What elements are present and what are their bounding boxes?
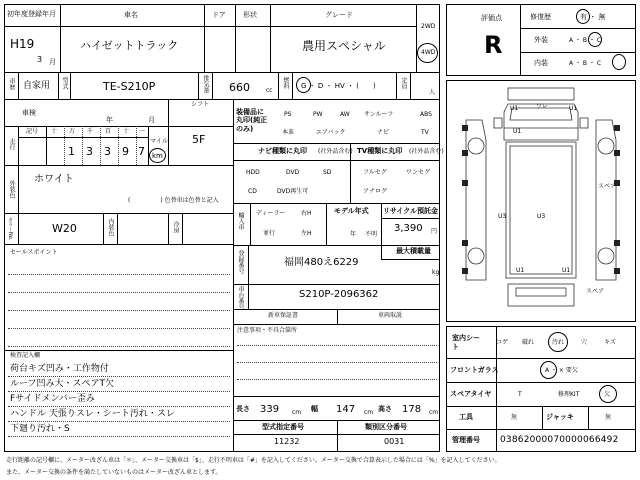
color-note: ( ) 色替車は色替と記入: [128, 197, 219, 204]
cabin-opt-scratch: キズ: [604, 339, 616, 346]
digit-h6: 一: [139, 128, 146, 135]
tv-fullseg: フルセグ: [363, 169, 387, 176]
equip-leather: 本革: [282, 129, 295, 136]
vehicle-diagram: [446, 80, 636, 322]
height-unit: cm: [429, 409, 439, 416]
equip-tv: TV: [421, 129, 429, 136]
tv-analog: アナログ: [363, 188, 388, 195]
digit-h3: 千: [87, 128, 94, 135]
color-label: 外装色: [8, 180, 15, 198]
spare-tire-t: T: [518, 391, 522, 398]
tv-oneseg: ワンセグ: [406, 169, 431, 176]
color-no-label: カラーNo.: [7, 217, 13, 241]
interior-circle: [612, 54, 626, 70]
import-label: 輸入車: [237, 212, 244, 230]
footer-line-1: 走行距離の記号欄に、メーター改ざん車は「＊」、メーター交換車は「$」、走行不明車は「#」を記入してください。メーター交換で合算表示した場合には「%」を記入してください。: [6, 457, 501, 464]
shape-label: 形状: [243, 11, 257, 19]
plate-label: 登録番号: [237, 250, 244, 274]
equip-abs: ABS: [420, 111, 432, 118]
yen-unit: 円: [431, 228, 438, 235]
equip-navi: ナビ: [377, 129, 390, 136]
tools-label: 工具: [459, 413, 473, 421]
shift-value: 5F: [192, 133, 206, 146]
recycle-deposit-value: 3,390: [394, 223, 423, 234]
max-load-label: 最大積載量: [396, 247, 431, 255]
mile-label: マイル: [150, 138, 168, 145]
front-glass-circle: [540, 361, 557, 379]
note-line-2: ルーフ凹み大・スペアT欠: [10, 379, 115, 389]
cabin-opt-burn: コゲ: [496, 339, 509, 346]
nav-dvd-play: DVD再生可: [277, 188, 309, 195]
manage-no-value: 03862000070000066492: [500, 435, 619, 445]
drive-2wd: 2WD: [421, 23, 436, 30]
spare-tire-missing-circle: [599, 385, 617, 403]
mileage-digit-4: 9: [122, 145, 129, 158]
manage-no-label: 管理番号: [452, 436, 480, 444]
class-value: 0031: [384, 437, 405, 446]
tv-type-note: (社外品含む): [409, 148, 444, 155]
interior-label: 内装: [534, 59, 548, 67]
width-value: 147: [336, 404, 356, 415]
front-glass-label: フロントガラス: [450, 366, 499, 374]
import-left-hand: 左H: [301, 230, 312, 237]
mileage-digit-3: 3: [104, 145, 111, 158]
note-line-5: 下廻り汚れ・S: [10, 424, 70, 434]
equip-ps: PS: [284, 111, 292, 118]
length-label: 長さ: [236, 405, 250, 413]
reg-year-label: 初年度登録年月: [7, 10, 56, 18]
new-warranty-label: 新車保証書: [268, 312, 299, 319]
color-value: ホワイト: [34, 174, 74, 185]
nav-type-label: ナビ種類に丸印: [258, 147, 307, 155]
spare-tire-label: スペアタイヤ: [450, 390, 492, 398]
spare-label-a: スペア: [598, 183, 617, 190]
class-label: 類別区分番号: [365, 423, 407, 431]
tools-value: 無: [511, 414, 518, 421]
fuel-options: G ・ D ・ HV ・ ( ): [301, 82, 376, 90]
model-label: 型式: [61, 77, 68, 89]
aircon-label: 冷房: [172, 221, 179, 233]
plate-value: 福岡480え6229: [284, 257, 359, 268]
cabin-stain-circle: [548, 332, 568, 352]
type-designation-label: 型式指定番号: [262, 423, 304, 431]
digit-h0: 記号: [26, 128, 39, 135]
mark-u1-front-left: U1: [510, 105, 519, 112]
import-dealer: ディーラー: [256, 210, 286, 217]
manual-label: 車両取説: [378, 312, 403, 319]
repair-label: 修復歴: [530, 13, 551, 21]
capacity-label: 定員: [400, 77, 407, 89]
exterior-circle: [588, 32, 602, 47]
score-label: 評価点: [481, 14, 502, 22]
reg-month-unit: 月: [49, 58, 56, 66]
spare-label-b: スペア: [586, 288, 605, 295]
caution-label: 注意事項・不具合箇所: [237, 327, 298, 334]
drive-4wd-circle: [417, 43, 438, 63]
usage-label: 車歴: [8, 78, 15, 90]
cabin-opt-stain: 汚れ: [552, 339, 565, 346]
nav-dvd: DVD: [286, 169, 300, 176]
tv-type-label: TV種類に丸印: [357, 147, 403, 155]
shift-label: シフト: [191, 101, 210, 108]
mileage-digit-1: 1: [68, 145, 75, 158]
inspection-label: 車検: [22, 109, 36, 117]
nav-type-note: (社外品含む): [318, 148, 353, 155]
digit-h4: 百: [105, 128, 112, 135]
model-year-unit: 年: [350, 231, 357, 238]
cabin-opt-hole: 穴: [581, 339, 588, 346]
grade-value: 農用スペシャル: [302, 39, 386, 53]
nav-sd: SD: [323, 169, 332, 176]
note-line-1: 荷台キズ凹み・工作物付: [10, 364, 109, 374]
cabin-seat-label: 室内シート: [452, 334, 480, 352]
length-value: 339: [260, 404, 280, 415]
model-year-label: モデル年式: [334, 207, 369, 215]
notes-label: 検査記入欄: [10, 352, 41, 359]
equipment-label: 装備品に丸印(純正のみ): [236, 108, 268, 133]
displacement-label: 排気量: [202, 75, 209, 93]
mark-u3-left: U3: [498, 213, 507, 220]
nav-hdd: HDD: [246, 169, 260, 176]
equip-pw: PW: [313, 111, 323, 118]
car-name-value: ハイゼットトラック: [80, 39, 179, 52]
chassis-value: S210P-2096362: [299, 289, 379, 300]
note-line-4: ハンドル 天張りスレ・シート汚れ・スレ: [10, 409, 175, 419]
jack-label: ジャッキ: [546, 413, 574, 421]
inspection-year-unit: 年: [106, 116, 113, 124]
km-circle: [149, 148, 166, 163]
front-glass-options: A ・ × 要欠: [545, 367, 578, 374]
type-designation-value: 11232: [274, 437, 300, 446]
length-unit: cm: [292, 409, 302, 416]
mileage-digit-5: 7: [138, 145, 145, 158]
mileage-label: 走行: [8, 138, 15, 150]
repair-circle: [576, 9, 590, 24]
note-line-3: Fサイドメンバー歪み: [10, 394, 95, 404]
repair-options: 有 ・ 無: [580, 13, 606, 21]
km-label: km: [152, 152, 163, 160]
nav-cd: CD: [248, 188, 257, 195]
score-value: R: [484, 31, 503, 59]
mark-u1-rear-right: U1: [562, 267, 571, 274]
door-label: ドア: [212, 11, 226, 19]
equip-aw: AW: [340, 111, 350, 118]
color-no-value: W20: [52, 222, 77, 235]
reg-year-value: H19: [10, 37, 35, 51]
car-name-label: 車名: [124, 11, 138, 19]
spare-tire-missing: 欠: [604, 391, 611, 398]
equip-sunroof: サンルーフ: [364, 111, 394, 118]
digit-h1: 十: [51, 128, 58, 135]
digit-h2: 万: [69, 128, 76, 135]
cc-unit: cc: [266, 87, 273, 94]
mark-u3-bed: U3: [537, 213, 546, 220]
mileage-digit-2: 3: [86, 145, 93, 158]
drive-4wd: 4WD: [421, 49, 436, 56]
spare-tire-kit: 修理KIT: [558, 391, 580, 398]
cabin-opt-tear: 破れ: [522, 339, 535, 346]
import-parallel: 並行: [263, 230, 276, 237]
footer-line-2: また、メーター交換の条件を満たしていないものはメーター改ざん車とします。: [6, 469, 222, 476]
import-right-hand: 右H: [301, 210, 312, 217]
displacement-value: 660: [229, 81, 250, 94]
height-value: 178: [402, 404, 422, 415]
usage-value: 自家用: [23, 81, 51, 91]
mark-u1-cab: U1: [513, 128, 522, 135]
person-unit: 人: [429, 89, 436, 96]
mark-u1-rear-left: U1: [516, 267, 525, 274]
kg-unit: kg: [432, 269, 440, 276]
interior-options: A ・ B ・ C: [569, 60, 602, 67]
equip-airbag: エアバック: [316, 129, 346, 136]
fuel-circle: [296, 77, 311, 93]
fuel-label: 燃料: [282, 77, 289, 89]
sales-point-label: セールスポイント: [10, 249, 58, 256]
model-value: TE-S210P: [103, 80, 156, 93]
mark-u1-front-right: U1: [569, 105, 578, 112]
exterior-options: A ・ B ・ C: [569, 37, 602, 44]
interior-color-label: 内装色: [107, 218, 114, 236]
height-label: 高さ: [378, 405, 392, 413]
chassis-label: 車台番号: [237, 286, 244, 310]
model-year-unknown: 不明: [365, 231, 378, 238]
digit-h5: 十: [123, 128, 130, 135]
width-label: 幅: [311, 405, 318, 413]
grade-label: グレード: [325, 11, 353, 19]
inspection-month-unit: 月: [148, 116, 155, 124]
reg-month-value: 3: [37, 55, 43, 64]
recycle-deposit-label: リサイクル預託金: [383, 207, 439, 215]
jack-value: 無: [605, 414, 612, 421]
exterior-label: 外装: [534, 36, 548, 44]
width-unit: cm: [364, 409, 374, 416]
mark-crack: ワレ: [536, 103, 549, 110]
